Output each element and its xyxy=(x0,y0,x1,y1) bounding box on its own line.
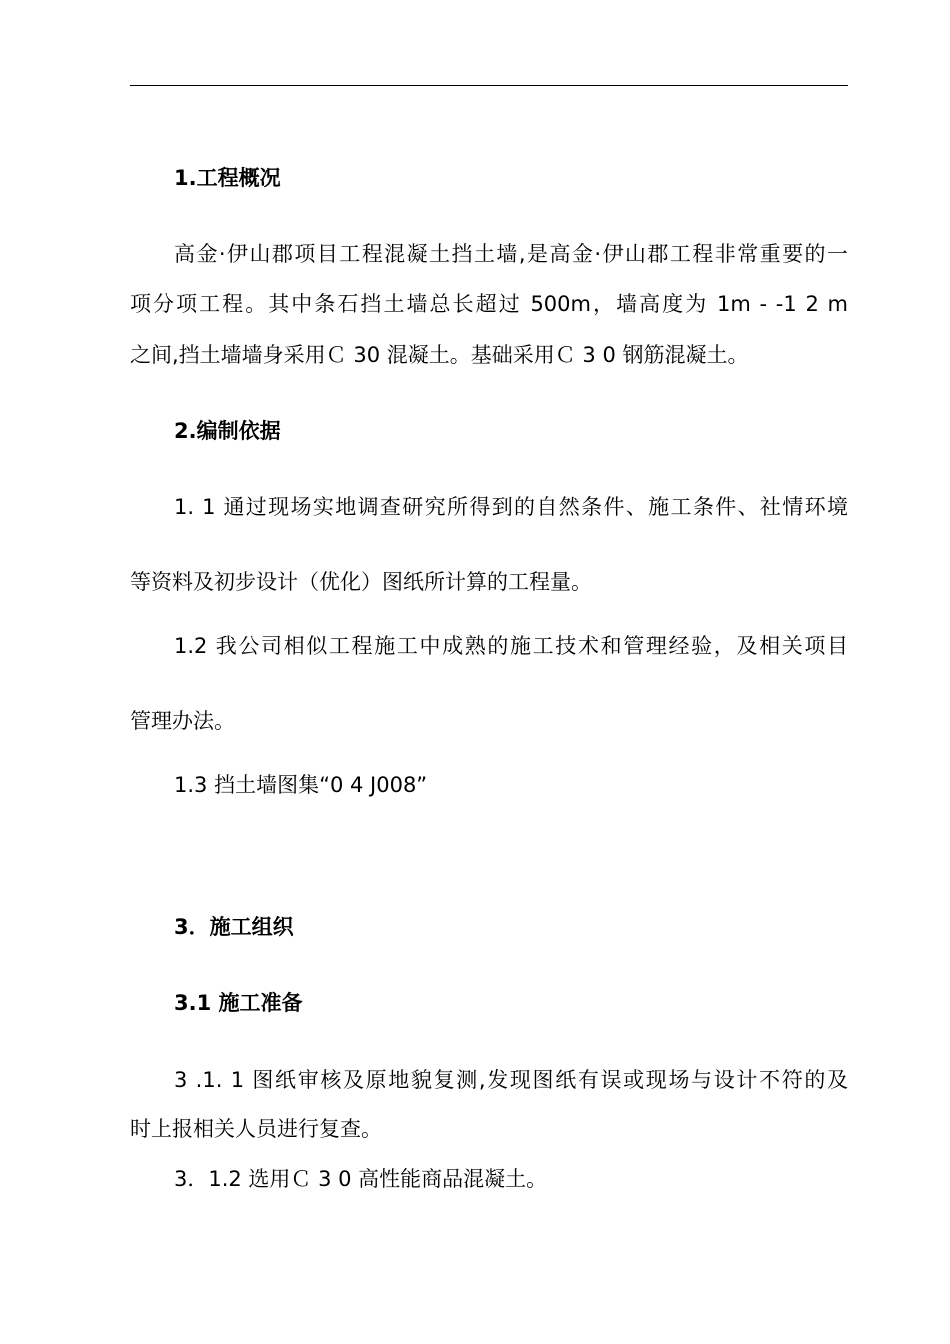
paragraph-line: 之间,挡土墙墙身采用Ｃ 30 混凝土。基础采用Ｃ 3 0 钢筋混凝土。 xyxy=(130,343,749,367)
section-heading-organization: 3．施工组织 xyxy=(174,915,294,939)
list-item-line: 1.3 挡土墙图集“0 4 J008” xyxy=(174,773,428,797)
list-item-line: 1.2 我公司相似工程施工中成熟的施工技术和管理经验，及相关项目 xyxy=(174,634,848,658)
section-heading-basis: 2.编制依据 xyxy=(174,419,281,443)
section-heading-overview: 1.工程概况 xyxy=(174,166,281,190)
list-item-line: 时上报相关人员进行复查。 xyxy=(130,1117,382,1141)
list-item-line: 等资料及初步设计（优化）图纸所计算的工程量。 xyxy=(130,570,592,594)
list-item-line: 3．1.2 选用Ｃ 3 0 高性能商品混凝土。 xyxy=(174,1167,548,1191)
paragraph-line: 高金·伊山郡项目工程混凝土挡土墙,是高金·伊山郡工程非常重要的一 xyxy=(174,242,848,266)
list-item-line: 3 .1. 1 图纸审核及原地貌复测,发现图纸有误或现场与设计不符的及 xyxy=(174,1068,848,1092)
list-item-line: 1. 1 通过现场实地调查研究所得到的自然条件、施工条件、社情环境 xyxy=(174,495,848,519)
list-item-line: 管理办法。 xyxy=(130,709,235,733)
header-rule xyxy=(130,85,848,86)
paragraph-line: 项分项工程。其中条石挡土墙总长超过 500m，墙高度为 1m - -1 2 m xyxy=(130,292,848,316)
subsection-heading-preparation: 3.1 施工准备 xyxy=(174,991,303,1015)
